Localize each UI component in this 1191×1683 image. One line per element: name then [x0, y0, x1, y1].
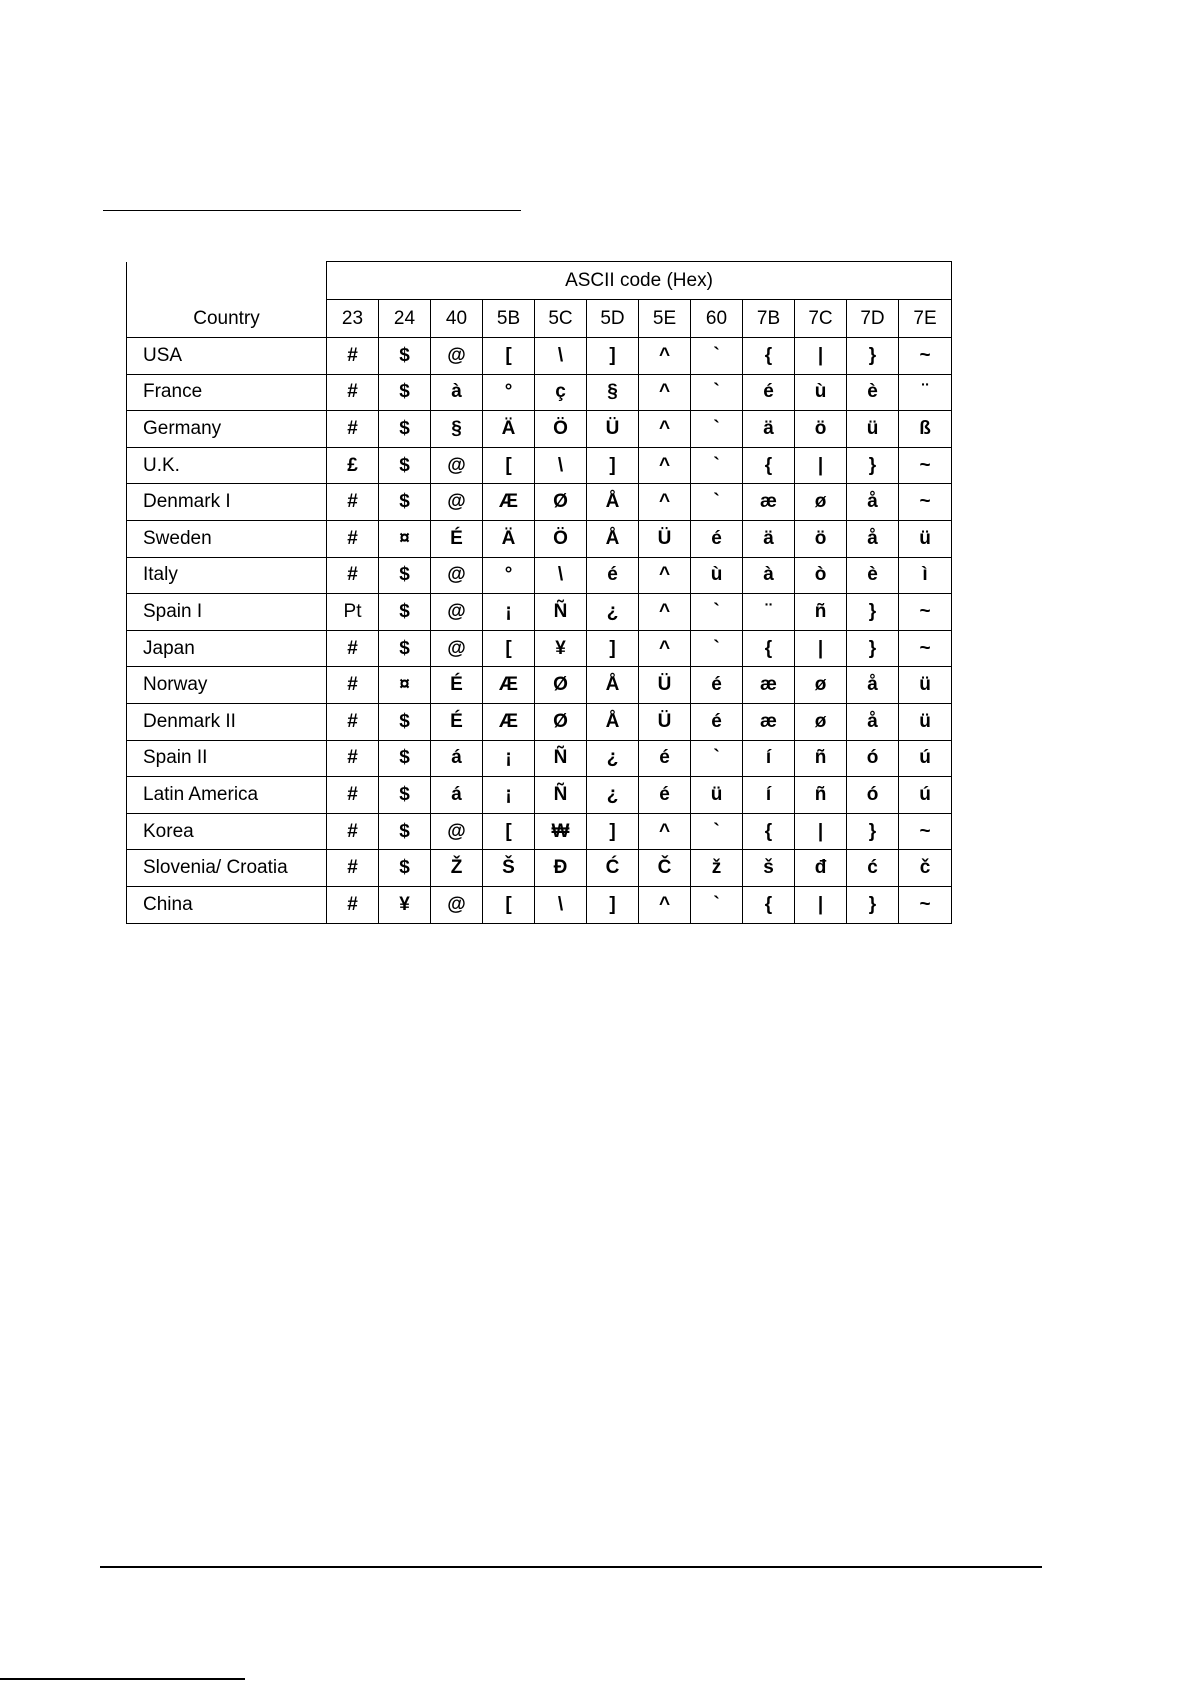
character-cell: # — [327, 886, 379, 923]
character-cell: Ü — [639, 703, 691, 740]
character-cell: ù — [691, 557, 743, 594]
hex-code-header: 7B — [743, 300, 795, 338]
character-cell: ò — [795, 557, 847, 594]
character-cell: # — [327, 630, 379, 667]
ascii-code-header: ASCII code (Hex) — [327, 262, 952, 300]
character-cell: ¡ — [483, 777, 535, 814]
character-cell: { — [743, 447, 795, 484]
character-cell: Č — [639, 850, 691, 887]
character-cell: Ö — [535, 411, 587, 448]
table-row — [127, 777, 952, 814]
character-cell: ^ — [639, 630, 691, 667]
character-cell: @ — [431, 338, 483, 375]
character-cell: Æ — [483, 703, 535, 740]
character-cell: ¨ — [743, 594, 795, 631]
character-cell: $ — [379, 850, 431, 887]
character-cell: ~ — [899, 813, 952, 850]
character-cell: ì — [899, 557, 952, 594]
table-header-row — [127, 262, 952, 300]
footer-fragment — [0, 1678, 245, 1680]
character-cell: Ü — [639, 667, 691, 704]
country-name-cell: France — [127, 374, 327, 411]
character-cell: Ü — [639, 520, 691, 557]
character-cell: Å — [587, 703, 639, 740]
character-cell: ž — [691, 850, 743, 887]
character-cell: [ — [483, 813, 535, 850]
character-cell: | — [795, 338, 847, 375]
character-cell: ¡ — [483, 740, 535, 777]
character-cell: $ — [379, 484, 431, 521]
character-cell: ` — [691, 630, 743, 667]
character-cell: è — [847, 374, 899, 411]
character-cell: $ — [379, 740, 431, 777]
table-row — [127, 886, 952, 923]
hex-code-header: 5D — [587, 300, 639, 338]
character-cell: é — [743, 374, 795, 411]
hex-code-header: 7E — [899, 300, 952, 338]
character-cell: Ñ — [535, 777, 587, 814]
character-cell: ₩ — [535, 813, 587, 850]
character-cell: # — [327, 777, 379, 814]
character-cell: ø — [795, 703, 847, 740]
character-cell: @ — [431, 886, 483, 923]
character-cell: Ñ — [535, 594, 587, 631]
character-cell: à — [743, 557, 795, 594]
character-cell: $ — [379, 813, 431, 850]
character-cell: æ — [743, 667, 795, 704]
character-cell: á — [431, 740, 483, 777]
character-cell: @ — [431, 813, 483, 850]
character-cell: ` — [691, 484, 743, 521]
character-cell: # — [327, 484, 379, 521]
country-name-cell: Denmark I — [127, 484, 327, 521]
character-cell: Ø — [535, 484, 587, 521]
character-cell: ¡ — [483, 594, 535, 631]
hex-code-header: 5C — [535, 300, 587, 338]
character-cell: | — [795, 447, 847, 484]
character-cell: @ — [431, 594, 483, 631]
character-cell: š — [743, 850, 795, 887]
character-cell: é — [691, 667, 743, 704]
character-cell: Ö — [535, 520, 587, 557]
table-row — [127, 630, 952, 667]
character-cell: é — [691, 703, 743, 740]
character-cell: á — [431, 777, 483, 814]
character-cell: ^ — [639, 886, 691, 923]
bottom-rule — [100, 1566, 1042, 1568]
character-cell: ¿ — [587, 777, 639, 814]
character-cell: Å — [587, 667, 639, 704]
character-cell: ^ — [639, 813, 691, 850]
character-cell: } — [847, 630, 899, 667]
character-cell: ~ — [899, 594, 952, 631]
table-row — [127, 813, 952, 850]
top-rule — [103, 210, 521, 211]
character-cell: ñ — [795, 740, 847, 777]
character-cell: Ü — [587, 411, 639, 448]
character-cell: # — [327, 850, 379, 887]
character-cell: [ — [483, 338, 535, 375]
character-cell: å — [847, 484, 899, 521]
character-cell: # — [327, 338, 379, 375]
character-cell: Ø — [535, 667, 587, 704]
character-cell: ñ — [795, 594, 847, 631]
character-cell: @ — [431, 557, 483, 594]
hex-code-header: 7C — [795, 300, 847, 338]
character-cell: ` — [691, 886, 743, 923]
character-cell: ` — [691, 594, 743, 631]
character-cell: ] — [587, 630, 639, 667]
character-cell: Æ — [483, 667, 535, 704]
character-cell: [ — [483, 630, 535, 667]
character-cell: ç — [535, 374, 587, 411]
character-cell: ø — [795, 667, 847, 704]
character-cell: { — [743, 813, 795, 850]
country-name-cell: Italy — [127, 557, 327, 594]
character-cell: ] — [587, 338, 639, 375]
character-cell: ú — [899, 777, 952, 814]
character-cell: ° — [483, 557, 535, 594]
character-cell: $ — [379, 703, 431, 740]
character-cell: é — [639, 777, 691, 814]
character-cell: @ — [431, 630, 483, 667]
character-cell: ] — [587, 447, 639, 484]
character-cell: $ — [379, 374, 431, 411]
character-cell: § — [587, 374, 639, 411]
character-cell: è — [847, 557, 899, 594]
country-name-cell: Spain II — [127, 740, 327, 777]
character-cell: ü — [847, 411, 899, 448]
hex-code-header: 60 — [691, 300, 743, 338]
character-cell: { — [743, 630, 795, 667]
character-cell: | — [795, 630, 847, 667]
character-cell: ä — [743, 411, 795, 448]
character-cell: ü — [899, 703, 952, 740]
character-cell: ¿ — [587, 740, 639, 777]
character-cell: $ — [379, 447, 431, 484]
character-cell: ü — [899, 667, 952, 704]
character-cell: ¨ — [899, 374, 952, 411]
character-cell: ~ — [899, 447, 952, 484]
character-cell: Đ — [535, 850, 587, 887]
character-cell: å — [847, 667, 899, 704]
hex-code-header: 5B — [483, 300, 535, 338]
character-cell: Å — [587, 520, 639, 557]
character-cell: } — [847, 813, 899, 850]
character-cell: ~ — [899, 630, 952, 667]
character-cell: } — [847, 338, 899, 375]
character-cell: ~ — [899, 886, 952, 923]
character-cell: ¤ — [379, 667, 431, 704]
character-cell: ø — [795, 484, 847, 521]
character-cell: Ć — [587, 850, 639, 887]
character-cell: í — [743, 777, 795, 814]
character-cell: ` — [691, 411, 743, 448]
table-row — [127, 338, 952, 375]
table-row — [127, 740, 952, 777]
character-cell: ~ — [899, 338, 952, 375]
character-cell: ñ — [795, 777, 847, 814]
character-cell: # — [327, 667, 379, 704]
character-cell: \ — [535, 886, 587, 923]
character-cell: ` — [691, 813, 743, 850]
character-cell: ¥ — [535, 630, 587, 667]
table-row — [127, 520, 952, 557]
country-name-cell: China — [127, 886, 327, 923]
character-cell: Å — [587, 484, 639, 521]
character-cell: ] — [587, 886, 639, 923]
country-name-cell: Norway — [127, 667, 327, 704]
character-cell: é — [691, 520, 743, 557]
character-cell: # — [327, 374, 379, 411]
character-cell: đ — [795, 850, 847, 887]
country-name-cell: Latin America — [127, 777, 327, 814]
character-cell: { — [743, 338, 795, 375]
character-cell: Pt — [327, 594, 379, 631]
character-cell: ^ — [639, 447, 691, 484]
character-cell: ^ — [639, 557, 691, 594]
table-row — [127, 447, 952, 484]
character-cell: É — [431, 703, 483, 740]
hex-code-header: 23 — [327, 300, 379, 338]
character-cell: $ — [379, 338, 431, 375]
character-cell: ^ — [639, 338, 691, 375]
character-cell: } — [847, 594, 899, 631]
character-cell: § — [431, 411, 483, 448]
character-cell: | — [795, 813, 847, 850]
character-cell: # — [327, 703, 379, 740]
character-cell: ó — [847, 777, 899, 814]
character-cell: [ — [483, 886, 535, 923]
character-cell: ö — [795, 411, 847, 448]
character-cell: Ñ — [535, 740, 587, 777]
character-cell: \ — [535, 447, 587, 484]
character-cell: @ — [431, 447, 483, 484]
character-cell: ù — [795, 374, 847, 411]
character-cell: \ — [535, 557, 587, 594]
character-cell: # — [327, 411, 379, 448]
character-cell: ó — [847, 740, 899, 777]
character-cell: ä — [743, 520, 795, 557]
character-cell: é — [587, 557, 639, 594]
character-cell: ` — [691, 374, 743, 411]
country-name-cell: USA — [127, 338, 327, 375]
hex-code-header: 40 — [431, 300, 483, 338]
table-row — [127, 594, 952, 631]
table-body — [127, 338, 952, 924]
character-cell: é — [639, 740, 691, 777]
character-cell: Æ — [483, 484, 535, 521]
hex-code-header: 7D — [847, 300, 899, 338]
character-cell: ö — [795, 520, 847, 557]
character-cell: ` — [691, 338, 743, 375]
country-name-cell: Korea — [127, 813, 327, 850]
character-cell: ć — [847, 850, 899, 887]
character-cell: ` — [691, 740, 743, 777]
table-row — [127, 703, 952, 740]
country-name-cell: Sweden — [127, 520, 327, 557]
character-cell: ¿ — [587, 594, 639, 631]
character-cell: $ — [379, 411, 431, 448]
character-cell: @ — [431, 484, 483, 521]
table-row — [127, 411, 952, 448]
character-cell: Ä — [483, 520, 535, 557]
country-column-header: Country — [127, 262, 327, 338]
character-cell: [ — [483, 447, 535, 484]
character-cell: É — [431, 520, 483, 557]
character-cell: £ — [327, 447, 379, 484]
character-cell: Š — [483, 850, 535, 887]
character-cell: ] — [587, 813, 639, 850]
character-cell: $ — [379, 594, 431, 631]
character-cell: å — [847, 520, 899, 557]
character-cell: ` — [691, 447, 743, 484]
character-cell: ¥ — [379, 886, 431, 923]
table-row — [127, 557, 952, 594]
character-cell: Ä — [483, 411, 535, 448]
character-cell: ú — [899, 740, 952, 777]
character-cell: # — [327, 520, 379, 557]
hex-code-header: 24 — [379, 300, 431, 338]
character-cell: ü — [899, 520, 952, 557]
character-cell: # — [327, 813, 379, 850]
character-cell: å — [847, 703, 899, 740]
character-cell: } — [847, 886, 899, 923]
international-character-set-table — [126, 261, 952, 924]
table-row — [127, 374, 952, 411]
hex-code-header: 5E — [639, 300, 691, 338]
character-cell: | — [795, 886, 847, 923]
character-cell: { — [743, 886, 795, 923]
character-cell: } — [847, 447, 899, 484]
country-name-cell: Denmark II — [127, 703, 327, 740]
table-row — [127, 850, 952, 887]
character-cell: ~ — [899, 484, 952, 521]
character-cell: Ž — [431, 850, 483, 887]
country-name-cell: Slovenia/ Croatia — [127, 850, 327, 887]
character-cell: Ø — [535, 703, 587, 740]
character-cell: É — [431, 667, 483, 704]
country-name-cell: Japan — [127, 630, 327, 667]
character-cell: ^ — [639, 594, 691, 631]
character-cell: ° — [483, 374, 535, 411]
character-cell: č — [899, 850, 952, 887]
character-cell: à — [431, 374, 483, 411]
character-cell: $ — [379, 777, 431, 814]
character-cell: æ — [743, 703, 795, 740]
character-cell: ¤ — [379, 520, 431, 557]
character-cell: # — [327, 557, 379, 594]
character-cell: $ — [379, 630, 431, 667]
character-cell: ^ — [639, 411, 691, 448]
country-name-cell: U.K. — [127, 447, 327, 484]
character-cell: \ — [535, 338, 587, 375]
table-row — [127, 484, 952, 521]
character-cell: # — [327, 740, 379, 777]
character-cell: ß — [899, 411, 952, 448]
character-cell: í — [743, 740, 795, 777]
country-name-cell: Germany — [127, 411, 327, 448]
character-cell: ^ — [639, 374, 691, 411]
character-cell: $ — [379, 557, 431, 594]
character-cell: æ — [743, 484, 795, 521]
country-name-cell: Spain I — [127, 594, 327, 631]
table-row — [127, 667, 952, 704]
character-cell: ü — [691, 777, 743, 814]
character-cell: ^ — [639, 484, 691, 521]
